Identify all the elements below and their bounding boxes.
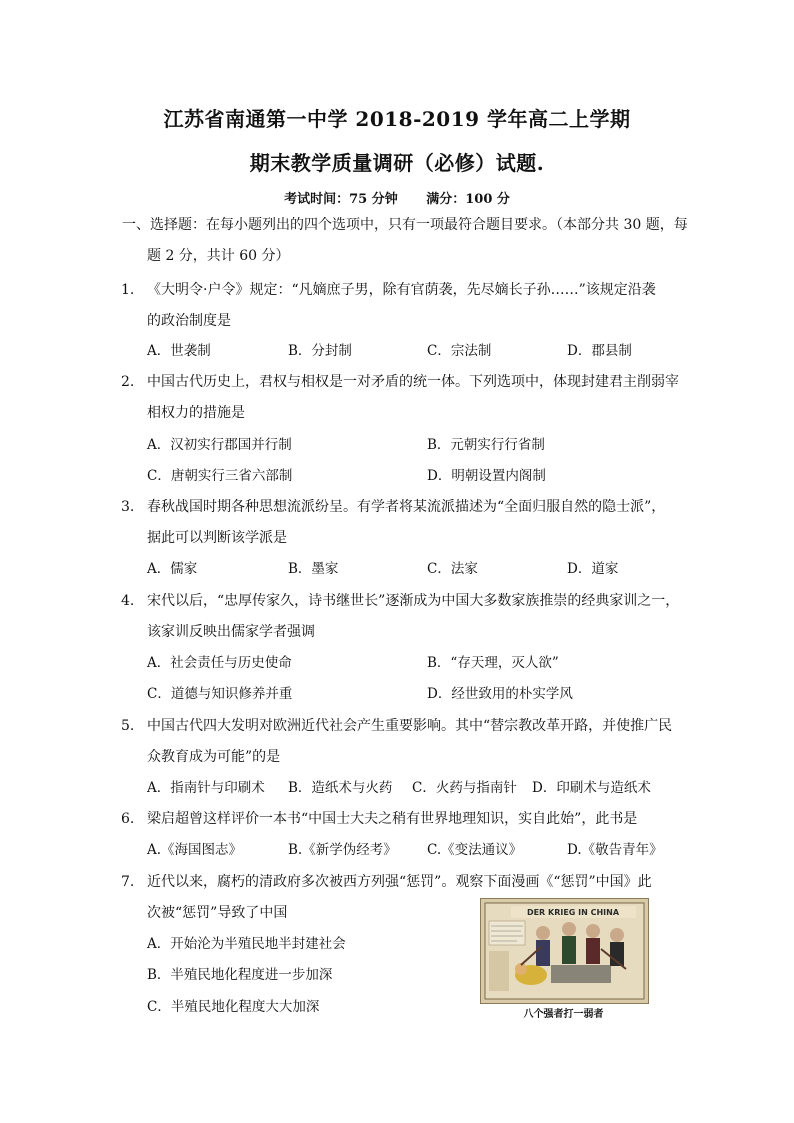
question-number: 7. [121,874,135,890]
exam-title-line2: 期末教学质量调研（必修）试题. [249,151,545,175]
question-text: 的政治制度是 [147,313,231,329]
option-c: C．宗法制 [427,343,492,359]
exam-score: 满分：100 分 [426,192,510,207]
cartoon-banner: DER KRIEG IN CHINA [526,908,620,917]
option-b: B．造纸术与火药 [288,780,393,796]
cartoon-illustration [481,899,648,1003]
option-b: B．元朝实行行省制 [427,437,545,453]
question-text: 中国古代历史上，君权与相权是一对矛盾的统一体。下列选项中，体现封建君主削弱宰 [147,374,679,390]
section-instruction-line1: 一、选择题：在每小题列出的四个选项中，只有一项最符合题目要求。（本部分共 30 题，每 [122,217,688,233]
option-b: B．墨家 [288,561,339,577]
option-c: C．法家 [427,561,478,577]
cartoon-caption: 八个强者打一弱者 [523,1009,604,1020]
exam-info [0,188,794,207]
question-text: 次被“惩罚”导致了中国 [147,905,288,921]
option-d: D．郡县制 [567,343,632,359]
option-a: A．儒家 [147,561,198,577]
question-text: 近代以来，腐朽的清政府多次被西方列强“惩罚”。观察下面漫画《“惩罚”中国》此 [147,874,652,890]
question-number: 6. [121,811,135,827]
option-a: A．社会责任与历史使命 [147,655,292,671]
option-a: A．开始沦为半殖民地半封建社会 [147,936,346,952]
option-c: C．唐朝实行三省六部制 [147,468,293,484]
question-text: 相权力的措施是 [147,405,245,421]
option-b: B．分封制 [288,343,352,359]
option-c: C．火药与指南针 [412,780,517,796]
cartoon-image [480,898,649,1004]
question-text: 中国古代四大发明对欧洲近代社会产生重要影响。其中“替宗教改革开路，并使推广民 [147,718,673,734]
option-d: D．经世致用的朴实学风 [427,686,573,702]
section-instruction-line2: 题 2 分，共计 60 分） [147,248,290,264]
question-number: 2. [121,374,135,390]
option-b: B.《新学伪经考》 [288,842,397,858]
option-d: D．印刷术与造纸术 [532,780,651,796]
option-d: D．道家 [567,561,619,577]
option-b: B．“存天理，灭人欲” [427,655,559,671]
question-number: 1. [121,282,135,298]
option-a: A．汉初实行郡国并行制 [147,437,292,453]
option-a: A.《海国图志》 [147,842,243,858]
option-d: D．明朝设置内阁制 [427,468,546,484]
option-c: C．道德与知识修养并重 [147,686,293,702]
option-c: C.《变法通议》 [427,842,523,858]
question-number: 5. [121,718,135,734]
option-c: C．半殖民地化程度大大加深 [147,999,320,1015]
option-d: D.《敬告青年》 [567,842,663,858]
question-text: 春秋战国时期各种思想流派纷呈。有学者将某流派描述为“全面归服自然的隐士派”， [147,499,666,515]
question-text: 宋代以后，“忠厚传家久，诗书继世长”逐渐成为中国大多数家族推崇的经典家训之一， [147,593,680,609]
exam-time: 考试时间：75 分钟 [284,192,398,207]
question-text: 据此可以判断该学派是 [147,530,287,546]
question-text: 该家训反映出儒家学者强调 [147,624,315,640]
option-b: B．半殖民地化程度进一步加深 [147,967,333,983]
question-number: 3. [121,499,135,515]
exam-title-line1: 江苏省南通第一中学 2018-2019 学年高二上学期 [163,107,631,131]
question-text: 众教育成为可能”的是 [147,749,281,765]
question-text: 梁启超曾这样评价一本书“中国士大夫之稍有世界地理知识，实自此始”，此书是 [147,811,638,827]
question-number: 4. [121,593,135,609]
question-text: 《大明令·户令》规定：“凡嫡庶子男，除有官荫袭，先尽嫡长子孙……”该规定沿袭 [147,282,656,298]
option-a: A．指南针与印刷术 [147,780,265,796]
option-a: A．世袭制 [147,343,211,359]
